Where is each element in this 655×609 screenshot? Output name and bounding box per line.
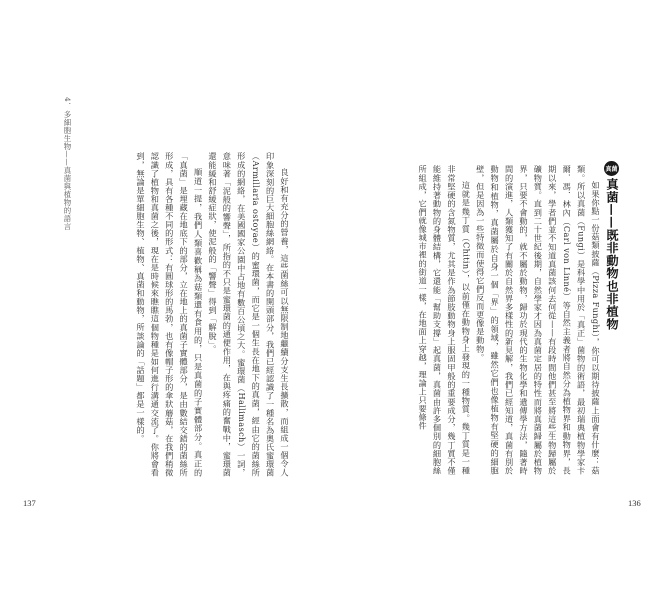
right-page xyxy=(333,0,655,609)
paragraph: 良好和有充分的營養，這些菌絲可以無限制地繼續分支生長擴散，而組成一個令人印象深刻的巨大細胞絲網絡。在本書的開頭部分，我們已經認識了一種名為奧氏蜜環菌（Armillaria ostoyae）的蜜環菌，而它是一個生長在地下的真菌，經由它的菌絲所形成的網絡，在美國國家公園中占地有數百公頃之大。蜜環菌（Hallimasch）一詞，意味著「泥般的響聲」，所指的不只是蜜環菌的通便作用，在與疼痛的奮戰中，蜜環菌還能緩和舒緩症狀，使泥般的「響聲」得到「解脫」。 xyxy=(207,152,290,477)
section-title: 真菌——既非動物也非植物 xyxy=(605,178,619,331)
page-number-left: 137 xyxy=(23,498,36,508)
paragraph: 如果你點一份菇類披薩（Pizza Funghi），你可以期待披薩上面會有什麼：菇類。所以真菌（Fungi）是科學中用於「真正」菌物的術語，最初瑞典植物學家卡爾．馮．林內（Carl von Linné）等自然主義者將自然分為植物界和動物界，長期以來，學者們並不知道真菌該何去何從——有段時間他們甚至將這些生物歸屬於礦物質。直到二十世紀後期，自然學家才因為真菌定居的特性而將真菌歸屬於植物界，只要不會動的，就不屬於動物，歸功於現代的生物化學和遺傳學方法，隨著時間的演進，人類獲知了有關於自然界多樣性的新見解，我們已經知道，真菌有別於動物和植物，真菌屬於自身一個「界」的領域，雖然它們也像植物有堅硬的細胞壁，但是因為一些特徵而使得它們反而更像是動物。 xyxy=(475,165,601,475)
page-number-right: 136 xyxy=(628,498,641,508)
right-body-text xyxy=(373,165,603,475)
left-body-text xyxy=(60,152,292,477)
paragraph: 順道一提，我們人類喜歡稱為菇類還有食用的，只是真菌的子實體部分。真正的「真菌」是埋藏在地底下的部分，立在地上的真菌子實體部分，是由數結交錯的菌絲所形成，具有各種不同的形式：有圓球形的馬勃，也有像帽子形的傘狀蘑菇，在我們稍微認識了植物和真菌之後，現在是時候來瞧瞧這個物種是如何進行溝通交流了。你將會看到，無論是單細胞生物、植物、真菌和動物，所談論的「話題」都是一樣的。 xyxy=(135,152,204,477)
running-header: 4．多細胞生物——真菌與植物的語言 xyxy=(63,97,72,231)
section-badge: 真菌 xyxy=(604,161,619,176)
paragraph: 這就是幾丁質（Chitin），以前僅在動物身上發現的一種物質。幾丁質是一種非常堅硬的含氮物質，尤其是作為節肢動物身上服固甲般的重要成分，幾丁質不僅能維持著動物的身體結構，它還能「幫助支撐」起真菌，真菌由許多個別的細胞絲所組成，它們就像城市裡的街道一樣，在地面上穿越，理論上只要條件 xyxy=(418,165,472,475)
